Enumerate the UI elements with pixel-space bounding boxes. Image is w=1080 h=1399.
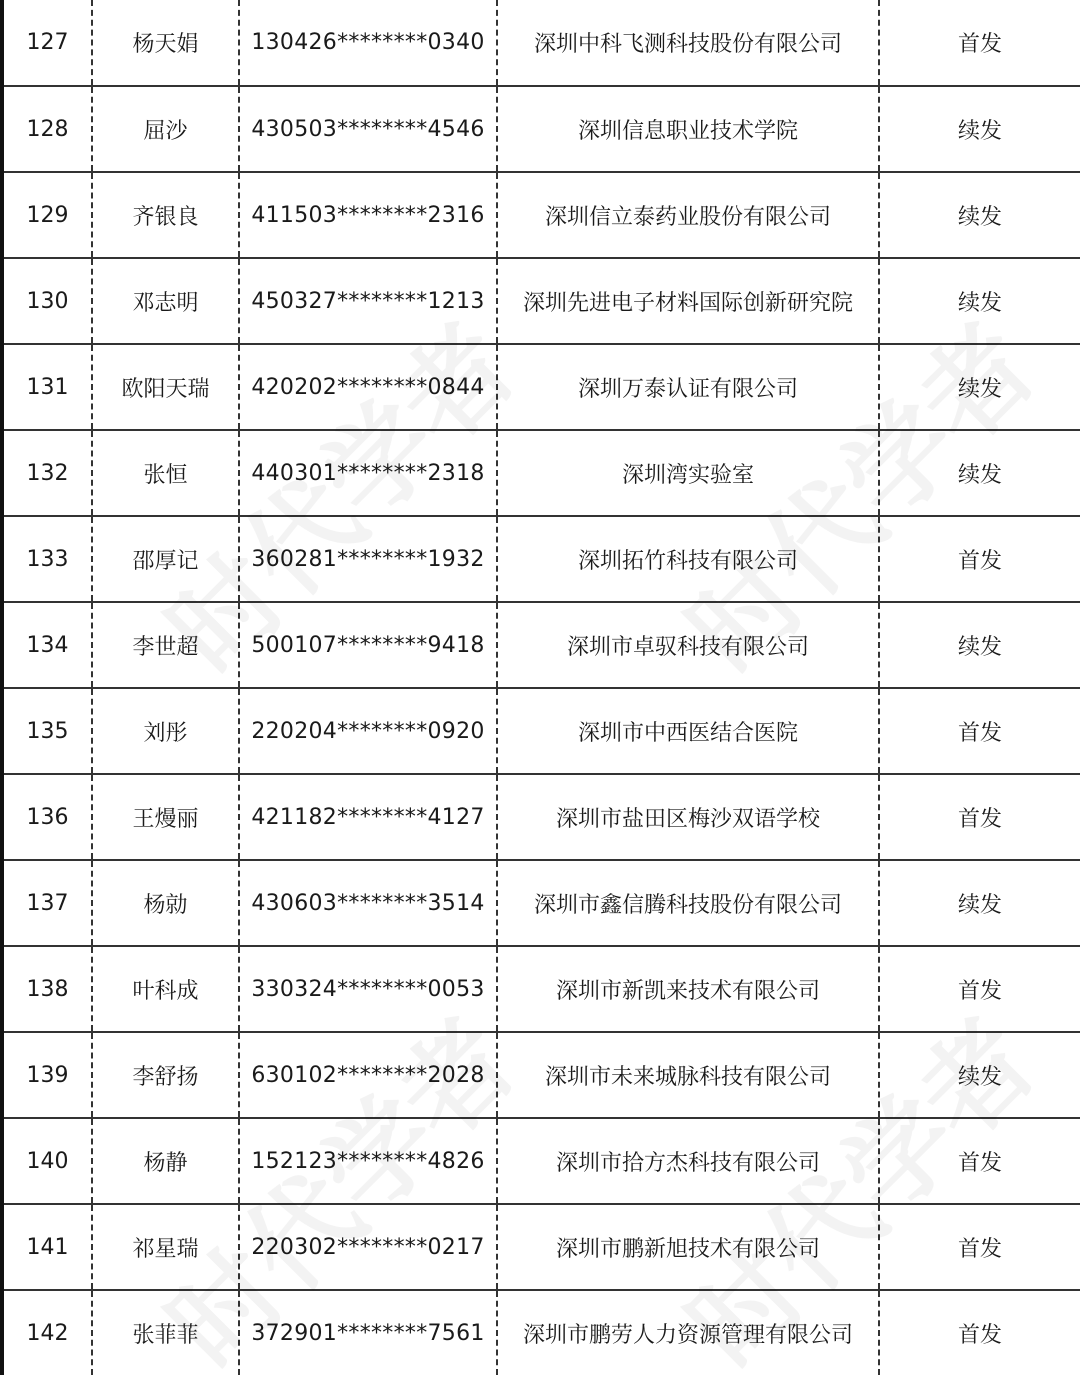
table-row bbox=[2, 0, 1080, 86]
issue-type: 续发 bbox=[879, 86, 1080, 172]
organization: 深圳市卓驭科技有限公司 bbox=[497, 602, 879, 688]
person-name: 祁星瑞 bbox=[92, 1204, 239, 1290]
organization: 深圳湾实验室 bbox=[497, 430, 879, 516]
issue-type: 首发 bbox=[879, 516, 1080, 602]
row-number: 132 bbox=[2, 430, 92, 516]
table-row bbox=[2, 1290, 1080, 1375]
issue-type: 续发 bbox=[879, 172, 1080, 258]
id-number: 220204********0920 bbox=[239, 688, 497, 774]
person-name: 杨勍 bbox=[92, 860, 239, 946]
id-number: 411503********2316 bbox=[239, 172, 497, 258]
row-number: 133 bbox=[2, 516, 92, 602]
id-number: 130426********0340 bbox=[239, 0, 497, 86]
id-number: 430603********3514 bbox=[239, 860, 497, 946]
issue-type: 续发 bbox=[879, 258, 1080, 344]
id-number: 430503********4546 bbox=[239, 86, 497, 172]
person-name: 杨天娟 bbox=[92, 0, 239, 86]
table-row bbox=[2, 860, 1080, 946]
table-row bbox=[2, 1204, 1080, 1290]
organization: 深圳市中西医结合医院 bbox=[497, 688, 879, 774]
row-number: 136 bbox=[2, 774, 92, 860]
organization: 深圳市未来城脉科技有限公司 bbox=[497, 1032, 879, 1118]
roster-body bbox=[2, 0, 1080, 1375]
organization: 深圳市鹏劳人力资源管理有限公司 bbox=[497, 1290, 879, 1375]
organization: 深圳先进电子材料国际创新研究院 bbox=[497, 258, 879, 344]
id-number: 440301********2318 bbox=[239, 430, 497, 516]
table-row bbox=[2, 344, 1080, 430]
row-number: 131 bbox=[2, 344, 92, 430]
issue-type: 续发 bbox=[879, 430, 1080, 516]
issue-type: 首发 bbox=[879, 1118, 1080, 1204]
issue-type: 续发 bbox=[879, 860, 1080, 946]
person-name: 刘彤 bbox=[92, 688, 239, 774]
person-name: 邵厚记 bbox=[92, 516, 239, 602]
id-number: 500107********9418 bbox=[239, 602, 497, 688]
table-row bbox=[2, 430, 1080, 516]
table-row bbox=[2, 1118, 1080, 1204]
organization: 深圳信立泰药业股份有限公司 bbox=[497, 172, 879, 258]
issue-type: 首发 bbox=[879, 774, 1080, 860]
issue-type: 首发 bbox=[879, 946, 1080, 1032]
id-number: 450327********1213 bbox=[239, 258, 497, 344]
table-row bbox=[2, 774, 1080, 860]
id-number: 152123********4826 bbox=[239, 1118, 497, 1204]
table-row bbox=[2, 258, 1080, 344]
table-row bbox=[2, 172, 1080, 258]
row-number: 141 bbox=[2, 1204, 92, 1290]
id-number: 421182********4127 bbox=[239, 774, 497, 860]
row-number: 129 bbox=[2, 172, 92, 258]
row-number: 134 bbox=[2, 602, 92, 688]
row-number: 142 bbox=[2, 1290, 92, 1375]
person-name: 邓志明 bbox=[92, 258, 239, 344]
organization: 深圳中科飞测科技股份有限公司 bbox=[497, 0, 879, 86]
person-name: 王熳丽 bbox=[92, 774, 239, 860]
organization: 深圳市拾方杰科技有限公司 bbox=[497, 1118, 879, 1204]
table-row bbox=[2, 86, 1080, 172]
row-number: 130 bbox=[2, 258, 92, 344]
issue-type: 续发 bbox=[879, 602, 1080, 688]
person-name: 李世超 bbox=[92, 602, 239, 688]
person-name: 张恒 bbox=[92, 430, 239, 516]
issue-type: 首发 bbox=[879, 0, 1080, 86]
row-number: 138 bbox=[2, 946, 92, 1032]
row-number: 137 bbox=[2, 860, 92, 946]
person-name: 张菲菲 bbox=[92, 1290, 239, 1375]
person-name: 李舒扬 bbox=[92, 1032, 239, 1118]
table-row bbox=[2, 602, 1080, 688]
organization: 深圳信息职业技术学院 bbox=[497, 86, 879, 172]
person-name: 屈沙 bbox=[92, 86, 239, 172]
row-number: 127 bbox=[2, 0, 92, 86]
issue-type: 续发 bbox=[879, 344, 1080, 430]
row-number: 140 bbox=[2, 1118, 92, 1204]
person-name: 欧阳天瑞 bbox=[92, 344, 239, 430]
organization: 深圳万泰认证有限公司 bbox=[497, 344, 879, 430]
person-name: 杨静 bbox=[92, 1118, 239, 1204]
person-name: 叶科成 bbox=[92, 946, 239, 1032]
id-number: 372901********7561 bbox=[239, 1290, 497, 1375]
organization: 深圳市新凯来技术有限公司 bbox=[497, 946, 879, 1032]
id-number: 330324********0053 bbox=[239, 946, 497, 1032]
table-row bbox=[2, 946, 1080, 1032]
id-number: 420202********0844 bbox=[239, 344, 497, 430]
issue-type: 首发 bbox=[879, 1204, 1080, 1290]
row-number: 135 bbox=[2, 688, 92, 774]
issue-type: 首发 bbox=[879, 688, 1080, 774]
organization: 深圳市鑫信腾科技股份有限公司 bbox=[497, 860, 879, 946]
id-number: 630102********2028 bbox=[239, 1032, 497, 1118]
organization: 深圳拓竹科技有限公司 bbox=[497, 516, 879, 602]
organization: 深圳市盐田区梅沙双语学校 bbox=[497, 774, 879, 860]
id-number: 220302********0217 bbox=[239, 1204, 497, 1290]
table-row bbox=[2, 688, 1080, 774]
table-row bbox=[2, 516, 1080, 602]
issue-type: 首发 bbox=[879, 1290, 1080, 1375]
person-name: 齐银良 bbox=[92, 172, 239, 258]
id-number: 360281********1932 bbox=[239, 516, 497, 602]
organization: 深圳市鹏新旭技术有限公司 bbox=[497, 1204, 879, 1290]
table-row bbox=[2, 1032, 1080, 1118]
issue-type: 续发 bbox=[879, 1032, 1080, 1118]
row-number: 128 bbox=[2, 86, 92, 172]
row-number: 139 bbox=[2, 1032, 92, 1118]
